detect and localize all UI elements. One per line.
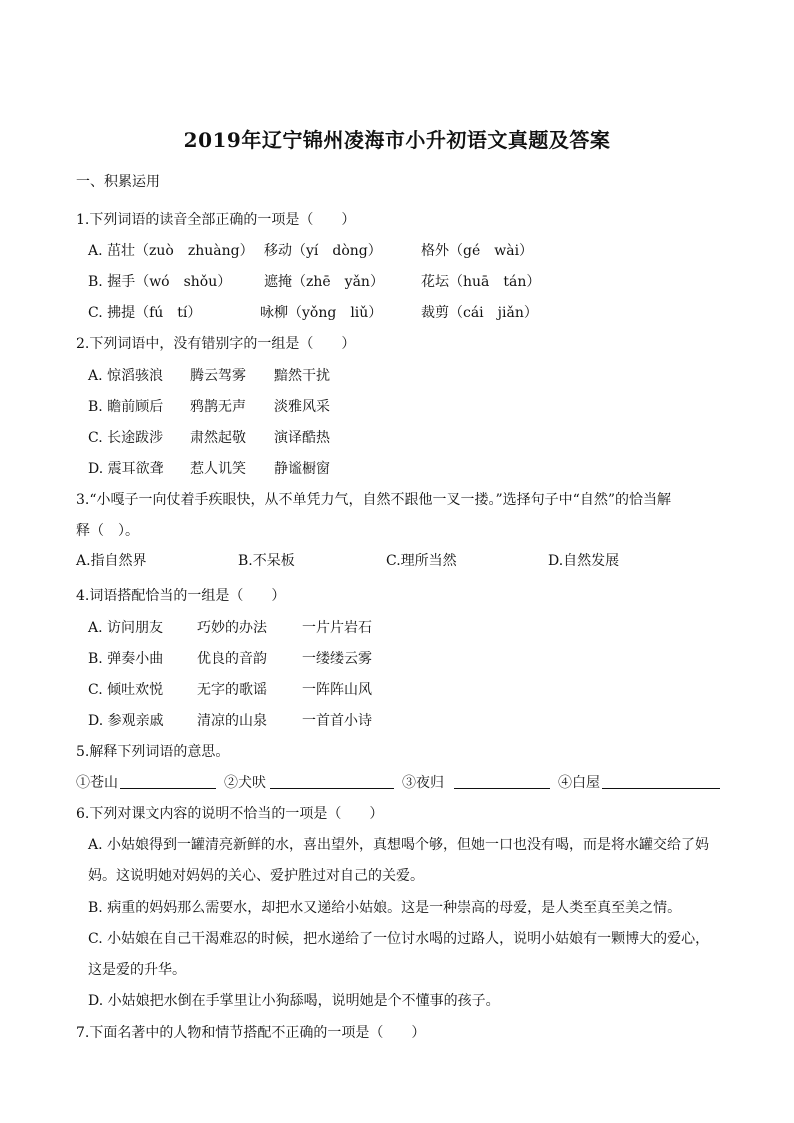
option-cell: 咏柳（yǒng liǔ）: [260, 305, 383, 321]
option-cell: 淡雅风采: [274, 399, 330, 415]
question-1-option-a: [88, 241, 533, 261]
question-1-option-c: [88, 303, 538, 323]
option-cell: B. 握手（wó shǒu）: [88, 274, 232, 290]
question-4-option-d: [88, 711, 372, 731]
option-cell: C. 拂提（fú tí）: [88, 305, 202, 321]
option-cell: D. 参观亲戚: [88, 713, 164, 729]
question-3-stem-line-1: 3.“小嘎子一向仗着手疾眼快，从不单凭力气，自然不跟他一叉一搂。”选择句子中“自然”的恰当解: [76, 492, 671, 508]
term-label: ②犬吠: [224, 775, 266, 791]
option-cell: 巧妙的办法: [197, 620, 267, 636]
question-7-stem: 7.下面名著中的人物和情节搭配不正确的一项是（ ）: [76, 1025, 426, 1041]
option-cell: 一阵阵山风: [302, 682, 372, 698]
option-cell: 惹人讥笑: [190, 461, 246, 477]
option-cell: B.不呆板: [238, 553, 295, 569]
question-6-option-a-cont: 妈。这说明她对妈妈的关心、爱护胜过对自己的关爱。: [88, 868, 424, 884]
option-cell: C. 长途跋涉: [88, 430, 164, 446]
option-cell: 格外（gé wài）: [421, 243, 534, 259]
option-cell: 一首首小诗: [302, 713, 372, 729]
option-cell: B. 瞻前顾后: [88, 399, 164, 415]
question-4-option-c: [88, 680, 372, 700]
option-cell: 鸦鹊无声: [190, 399, 246, 415]
question-5-stem: 5.解释下列词语的意思。: [76, 744, 230, 760]
question-2-stem: 2.下列词语中，没有错别字的一组是（ ）: [76, 336, 356, 352]
question-6-option-c-cont: 这是爱的升华。: [88, 962, 186, 978]
question-2-option-d: [88, 459, 330, 479]
option-cell: A.指自然界: [76, 553, 147, 569]
answer-blank[interactable]: [454, 774, 550, 789]
question-6-stem: 6.下列对课文内容的说明不恰当的一项是（ ）: [76, 806, 384, 822]
question-6-option-a: A. 小姑娘得到一罐清亮新鲜的水，喜出望外，真想喝个够，但她一口也没有喝，而是将水罐交给了妈: [88, 837, 710, 853]
answer-blank[interactable]: [120, 774, 216, 789]
option-cell: 腾云驾雾: [190, 368, 246, 384]
option-cell: A. 茁壮（zuò zhuàng）: [88, 243, 254, 259]
term-label: ③夜归: [402, 775, 444, 791]
question-1-option-b: [88, 272, 540, 292]
option-cell: 演译酷热: [274, 430, 330, 446]
question-2-option-c: [88, 428, 330, 448]
option-cell: C.理所当然: [386, 553, 457, 569]
question-1-stem: 1.下列词语的读音全部正确的一项是（ ）: [76, 212, 356, 228]
question-5-blanks: [76, 773, 720, 793]
question-6-option-c: C. 小姑娘在自己干渴难忍的时候，把水递给了一位讨水喝的过路人，说明小姑娘有一颗博大的爱心，: [88, 931, 710, 947]
term-label: ④白屋: [558, 775, 600, 791]
option-cell: C. 倾吐欢悦: [88, 682, 164, 698]
option-cell: 遮掩（zhē yǎn）: [264, 274, 384, 290]
question-4-option-b: [88, 649, 372, 669]
answer-blank[interactable]: [270, 774, 394, 789]
option-cell: 肃然起敬: [190, 430, 246, 446]
option-cell: 无字的歌谣: [197, 682, 267, 698]
option-cell: 一缕缕云雾: [302, 651, 372, 667]
option-cell: B. 弹奏小曲: [88, 651, 164, 667]
option-cell: 裁剪（cái jiǎn）: [421, 305, 538, 321]
option-cell: D.自然发展: [548, 553, 620, 569]
option-cell: 优良的音韵: [197, 651, 267, 667]
section-heading: 一、积累运用: [76, 174, 160, 190]
option-cell: 黯然干扰: [274, 368, 330, 384]
question-3-options: [76, 551, 619, 571]
term-label: ①苍山: [76, 775, 118, 791]
question-6-option-d: D. 小姑娘把水倒在手掌里让小狗舔喝，说明她是个不懂事的孩子。: [88, 993, 500, 1009]
question-3-stem-line-2: 释（ ）。: [76, 523, 139, 539]
option-cell: D. 震耳欲聋: [88, 461, 164, 477]
option-cell: A. 惊滔骇浪: [88, 368, 164, 384]
answer-blank[interactable]: [602, 774, 720, 789]
question-6-option-b: B. 病重的妈妈那么需要水，却把水又递给小姑娘。这是一种崇高的母爱，是人类至真至美之情。: [88, 900, 682, 916]
question-2-option-b: [88, 397, 330, 417]
option-cell: 清凉的山泉: [197, 713, 267, 729]
option-cell: 移动（yí dòng）: [264, 243, 382, 259]
option-cell: 一片片岩石: [302, 620, 372, 636]
question-2-option-a: [88, 366, 330, 386]
question-4-option-a: [88, 618, 372, 638]
option-cell: 静谧橱窗: [274, 461, 330, 477]
option-cell: A. 访问朋友: [88, 620, 164, 636]
option-cell: 花坛（huā tán）: [421, 274, 541, 290]
question-4-stem: 4.词语搭配恰当的一组是（ ）: [76, 588, 286, 604]
page-title: 2019年辽宁锦州凌海市小升初语文真题及答案: [183, 128, 611, 152]
